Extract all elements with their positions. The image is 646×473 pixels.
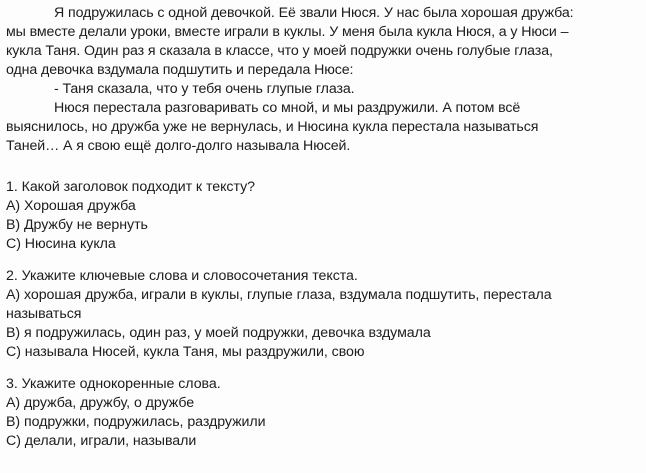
answer-option-continued: называться — [6, 306, 82, 322]
story-text — [6, 4, 640, 156]
answer-option: В) Дружбу не вернуть — [6, 217, 148, 233]
story-line: Нюся перестала разговаривать со мной, и мы раздружили. А потом всё — [54, 100, 521, 116]
story-line: кукла Таня. Один раз я сказала в классе, что у моей подружки очень голубые глаза, — [6, 43, 553, 59]
story-line: Таней… А я свою ещё долго-долго называла Нюсей. — [6, 138, 351, 154]
answer-option: В) подружки, подружилась, раздружили — [6, 414, 266, 430]
question-text: 2. Укажите ключевые слова и словосочетания текста. — [6, 268, 358, 284]
answer-option: С) называла Нюсей, кукла Таня, мы раздружили, свою — [6, 344, 365, 360]
questions-section — [6, 178, 640, 464]
story-line: выяснилось, но дружба уже не вернулась, и Нюсина кукла перестала называться — [6, 119, 539, 135]
question-3 — [6, 375, 640, 451]
story-line: одна девочка вздумала подшутить и передала Нюсе: — [6, 62, 354, 78]
answer-option: С) делали, играли, называли — [6, 433, 197, 449]
answer-option: А) Хорошая дружба — [6, 198, 136, 214]
answer-option: А) хорошая дружба, играли в куклы, глупые глаза, вздумала подшутить, перестала — [6, 287, 552, 303]
question-1 — [6, 178, 640, 254]
story-line: мы вместе делали уроки, вместе играли в куклы. У меня была кукла Нюся, а у Нюси – — [6, 24, 569, 40]
answer-option: В) я подружилась, один раз, у моей подружки, девочка вздумала — [6, 325, 431, 341]
answer-option: С) Нюсина кукла — [6, 236, 116, 252]
question-text: 1. Какой заголовок подходит к тексту? — [6, 179, 255, 195]
story-line: Я подружилась с одной девочкой. Её звали Нюся. У нас была хорошая дружба: — [54, 5, 574, 21]
story-line: - Таня сказала, что у тебя очень глупые глаза. — [54, 81, 355, 97]
answer-option: А) дружба, дружбу, о дружбе — [6, 395, 195, 411]
question-2 — [6, 267, 640, 362]
question-text: 3. Укажите однокоренные слова. — [6, 376, 221, 392]
